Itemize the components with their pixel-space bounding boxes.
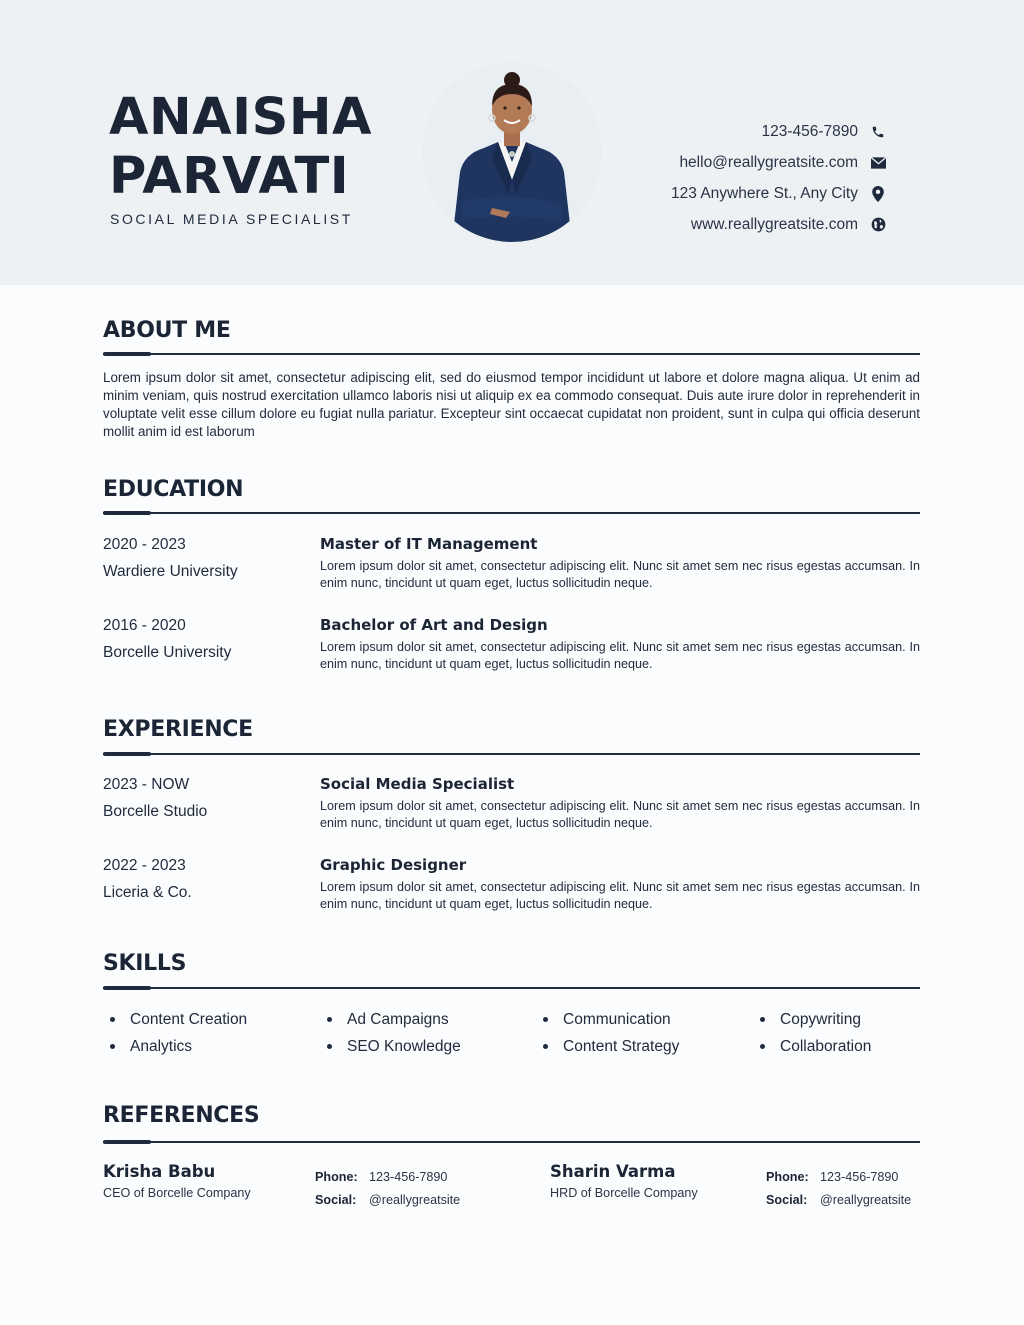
reference-name: Sharin Varma — [550, 1162, 676, 1181]
reference-social: @reallygreatsite — [820, 1192, 912, 1207]
education-degree: Bachelor of Art and Design — [320, 616, 548, 634]
bullet-dot — [543, 1044, 548, 1049]
reference-2 — [550, 1160, 698, 1200]
skill-item — [760, 1033, 871, 1060]
reference-1-contact — [315, 1165, 460, 1211]
reference-phone-line — [766, 1165, 911, 1188]
reference-social-line — [766, 1188, 911, 1211]
section-rule-accent — [103, 511, 151, 515]
reference-name: Krisha Babu — [103, 1162, 216, 1181]
skill-item — [327, 1033, 461, 1060]
bullet-dot — [760, 1044, 765, 1049]
education-entry-1-meta — [103, 535, 238, 582]
bullet-dot — [110, 1044, 115, 1049]
skill-item — [543, 1033, 679, 1060]
reference-phone: 123-456-7890 — [820, 1169, 899, 1184]
reference-2-contact — [766, 1165, 911, 1211]
location-pin-icon — [870, 186, 886, 202]
experience-position: Graphic Designer — [320, 856, 467, 874]
skill-item — [110, 1006, 247, 1033]
name-line-1: ANAISHA — [109, 88, 372, 147]
skill-label: Content Strategy — [563, 1037, 680, 1055]
phone-label: Phone: — [766, 1169, 809, 1184]
skill-item — [327, 1006, 461, 1033]
section-title-education: EDUCATION — [103, 477, 244, 502]
contact-address-text: 123 Anywhere St., Any City — [671, 184, 858, 202]
experience-entry-1-meta — [103, 775, 207, 822]
experience-company: Borcelle Studio — [103, 803, 208, 820]
reference-role: CEO of Borcelle Company — [103, 1186, 251, 1200]
experience-company: Liceria & Co. — [103, 884, 192, 901]
phone-label: Phone: — [315, 1169, 358, 1184]
skill-item — [543, 1006, 679, 1033]
experience-entry-2-detail — [320, 855, 920, 913]
contact-website-text: www.reallygreatsite.com — [690, 215, 858, 233]
reference-social: @reallygreatsite — [369, 1192, 461, 1207]
section-rule — [103, 512, 920, 514]
education-entry-2-meta — [103, 616, 231, 663]
bullet-dot — [543, 1017, 548, 1022]
experience-entry-1-detail — [320, 774, 920, 832]
education-school: Borcelle University — [103, 644, 232, 661]
skill-label: Communication — [563, 1010, 671, 1028]
contact-email[interactable] — [546, 147, 886, 178]
education-entry-2-detail — [320, 615, 920, 673]
bullet-dot — [327, 1044, 332, 1049]
contact-address — [546, 178, 886, 209]
contact-email-text: hello@reallygreatsite.com — [679, 153, 858, 171]
globe-icon — [870, 217, 886, 233]
social-label: Social: — [315, 1192, 357, 1207]
experience-entry-2-meta — [103, 856, 192, 903]
skill-label: Collaboration — [780, 1037, 872, 1055]
education-description: Lorem ipsum dolor sit amet, consectetur adipiscing elit. Nunc sit amet sem nec risus egestas accumsan. In enim nunc, tincidunt ut quam eget, luctus sollicitudin neque. — [320, 559, 920, 590]
skills-column — [110, 1006, 247, 1060]
section-title-skills: SKILLS — [103, 951, 187, 976]
bullet-dot — [760, 1017, 765, 1022]
section-rule — [103, 753, 920, 755]
education-degree: Master of IT Management — [320, 535, 538, 553]
section-rule — [103, 987, 920, 989]
reference-social-line — [315, 1188, 460, 1211]
experience-description: Lorem ipsum dolor sit amet, consectetur adipiscing elit. Nunc sit amet sem nec risus egestas accumsan. In enim nunc, tincidunt ut quam eget, luctus sollicitudin neque. — [320, 799, 920, 830]
candidate-name — [109, 88, 372, 206]
experience-years: 2023 - NOW — [103, 776, 190, 793]
reference-1 — [103, 1160, 251, 1200]
contact-phone[interactable] — [546, 116, 886, 147]
header-band — [0, 0, 1024, 285]
experience-description: Lorem ipsum dolor sit amet, consectetur adipiscing elit. Nunc sit amet sem nec risus egestas accumsan. In enim nunc, tincidunt ut quam eget, luctus sollicitudin neque. — [320, 880, 920, 911]
envelope-icon — [870, 155, 886, 171]
skill-label: Content Creation — [130, 1010, 248, 1028]
skills-column — [543, 1006, 679, 1060]
section-rule — [103, 353, 920, 355]
bullet-dot — [327, 1017, 332, 1022]
skills-column — [327, 1006, 461, 1060]
skill-item — [760, 1006, 871, 1033]
reference-role: HRD of Borcelle Company — [550, 1186, 698, 1200]
education-entry-1-detail — [320, 534, 920, 592]
experience-position: Social Media Specialist — [320, 775, 515, 793]
section-rule — [103, 1141, 920, 1143]
skill-label: Copywriting — [780, 1010, 861, 1028]
experience-years: 2022 - 2023 — [103, 857, 186, 874]
skill-label: Analytics — [130, 1037, 193, 1055]
education-school: Wardiere University — [103, 563, 238, 580]
section-rule-accent — [103, 1140, 151, 1144]
phone-icon — [870, 124, 886, 140]
education-years: 2020 - 2023 — [103, 536, 186, 553]
section-rule-accent — [103, 352, 151, 356]
skill-item — [110, 1033, 247, 1060]
education-description: Lorem ipsum dolor sit amet, consectetur adipiscing elit. Nunc sit amet sem nec risus egestas accumsan. In enim nunc, tincidunt ut quam eget, luctus sollicitudin neque. — [320, 640, 920, 671]
name-line-2: PARVATI — [109, 147, 350, 206]
social-label: Social: — [766, 1192, 808, 1207]
contact-website[interactable] — [546, 209, 886, 240]
contact-list — [546, 116, 886, 240]
about-paragraph: Lorem ipsum dolor sit amet, consectetur adipiscing elit, sed do eiusmod tempor incididunt ut labore et dolore magna aliqua. Ut enim ad minim veniam, quis nostrud exercitation ullamco laboris nisi ut aliquip ex ea commodo consequat. Duis aute irure dolor in reprehenderit in voluptate velit esse cillum dolore eu fugiat nulla pariatur. Excepteur sint occaecat cupidatat non proident, sunt in culpa qui officia deserunt mollit anim id est laborum — [103, 370, 920, 439]
skills-column — [760, 1006, 871, 1060]
section-title-about: ABOUT ME — [103, 318, 231, 343]
bullet-dot — [110, 1017, 115, 1022]
reference-phone-line — [315, 1165, 460, 1188]
skill-label: SEO Knowledge — [347, 1037, 461, 1055]
reference-phone: 123-456-7890 — [369, 1169, 448, 1184]
section-title-references: REFERENCES — [103, 1103, 260, 1128]
education-years: 2016 - 2020 — [103, 617, 186, 634]
section-title-experience: EXPERIENCE — [103, 717, 253, 742]
contact-phone-text: 123-456-7890 — [761, 122, 858, 140]
section-rule-accent — [103, 752, 151, 756]
job-title: SOCIAL MEDIA SPECIALIST — [110, 211, 353, 227]
section-rule-accent — [103, 986, 151, 990]
skill-label: Ad Campaigns — [347, 1010, 449, 1028]
